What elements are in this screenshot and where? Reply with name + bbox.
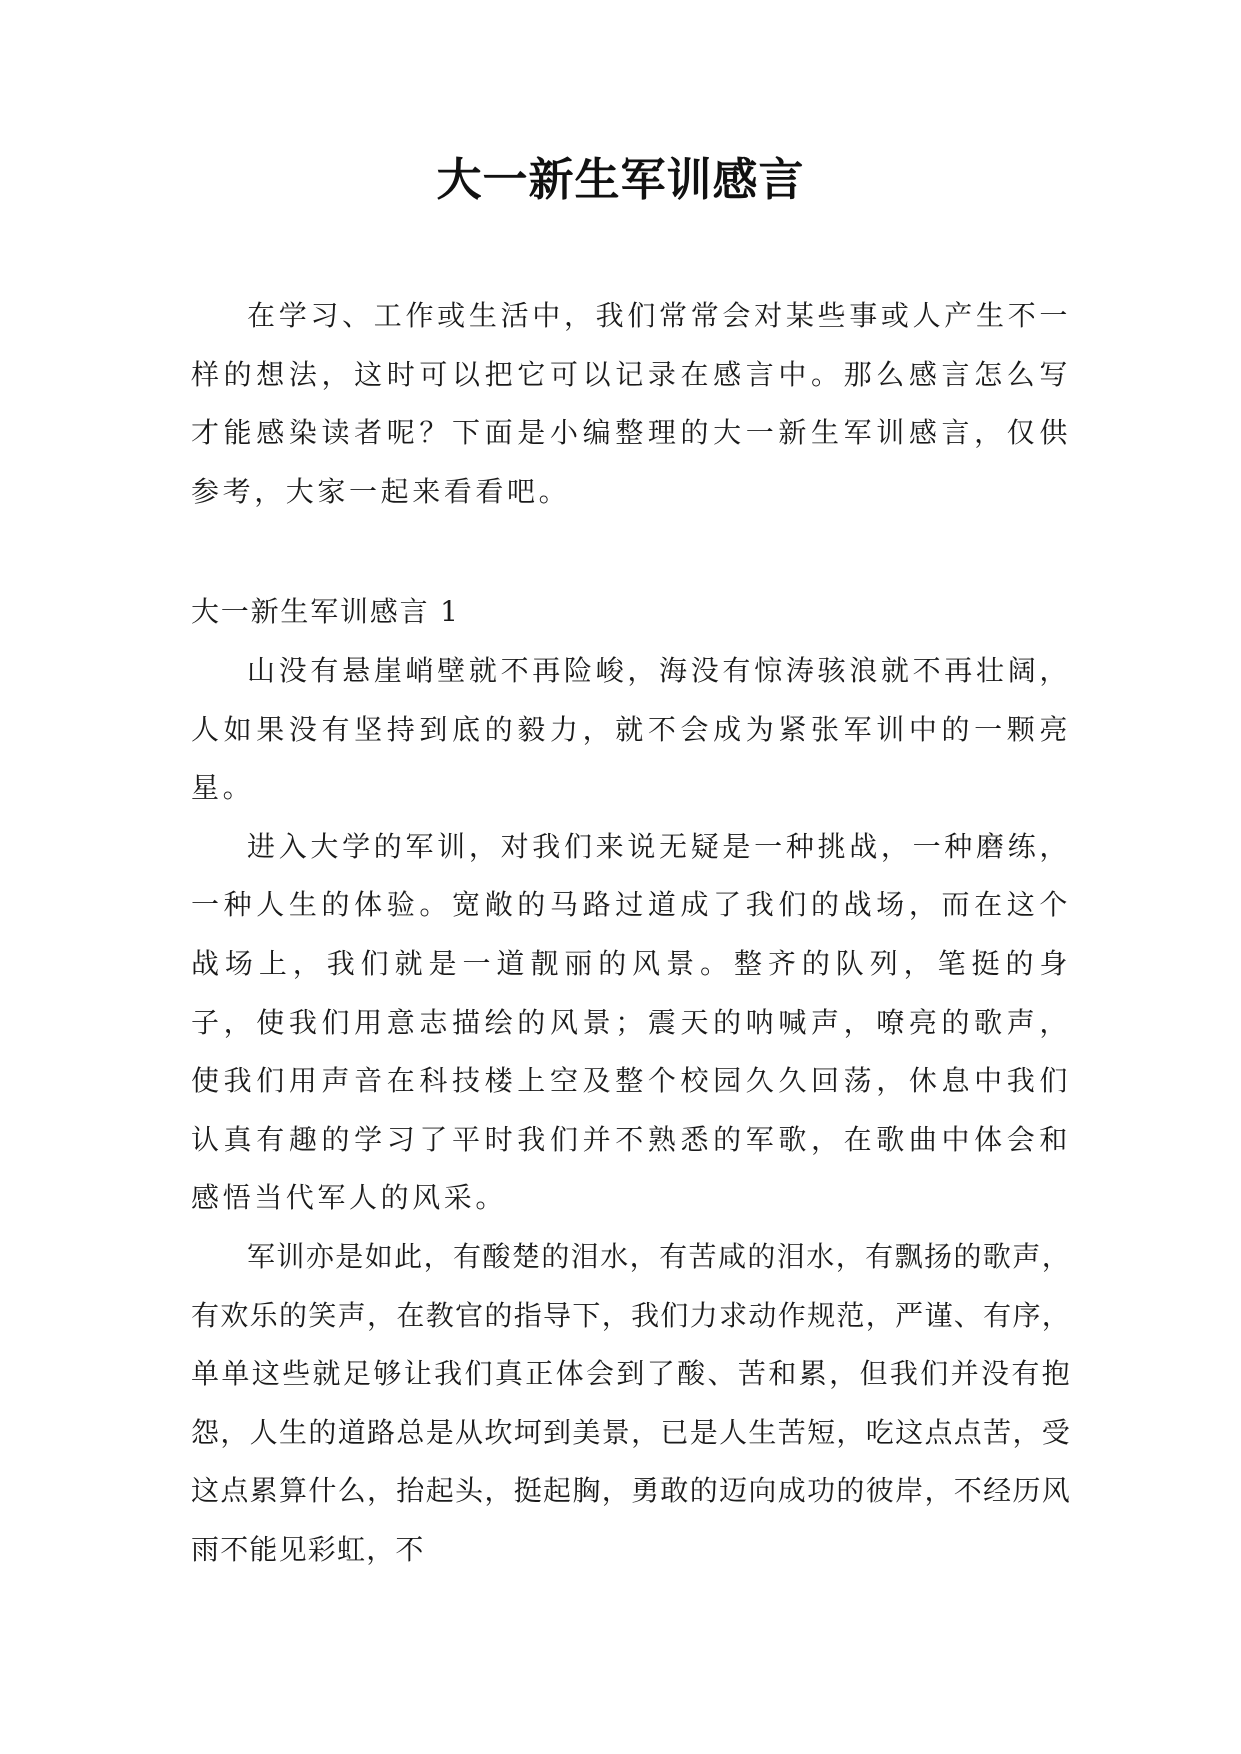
body-paragraph-1: 山没有悬崖峭壁就不再险峻，海没有惊涛骇浪就不再壮阔，人如果没有坚持到底的毅力，就不会成为紧张军训中的一颗亮星。: [191, 653, 1071, 805]
document-body: [191, 287, 1071, 1579]
body-paragraph-2: 进入大学的军训，对我们来说无疑是一种挑战，一种磨练，一种人生的体验。宽敞的马路过道成了我们的战场，而在这个战场上，我们就是一道靓丽的风景。整齐的队列，笔挺的身子，使我们用意志描绘的风景；震天的呐喊声，嘹亮的歌声，使我们用声音在科技楼上空及整个校园久久回荡，休息中我们认真有趣的学习了平时我们并不熟悉的军歌，在歌曲中体会和感悟当代军人的风采。: [191, 829, 1071, 1215]
document-title: 大一新生军训感言: [436, 153, 805, 206]
body-paragraph-3: 军训亦是如此，有酸楚的泪水，有苦咸的泪水，有飘扬的歌声，有欢乐的笑声，在教官的指导下，我们力求动作规范，严谨、有序，单单这些就足够让我们真正体会到了酸、苦和累，但我们并没有抱怨，人生的道路总是从坎坷到美景，已是人生苦短，吃这点点苦，受这点累算什么，抬起头，挺起胸，勇敢的迈向成功的彼岸，不经历风雨不能见彩虹，不: [191, 1239, 1071, 1566]
intro-paragraph: 在学习、工作或生活中，我们常常会对某些事或人产生不一样的想法，这时可以把它可以记录在感言中。那么感言怎么写才能感染读者呢？下面是小编整理的大一新生军训感言，仅供参考，大家一起来看看吧。: [191, 299, 1071, 508]
section-heading: 大一新生军训感言 1: [191, 595, 460, 629]
paragraph-spacer: [191, 521, 1071, 583]
